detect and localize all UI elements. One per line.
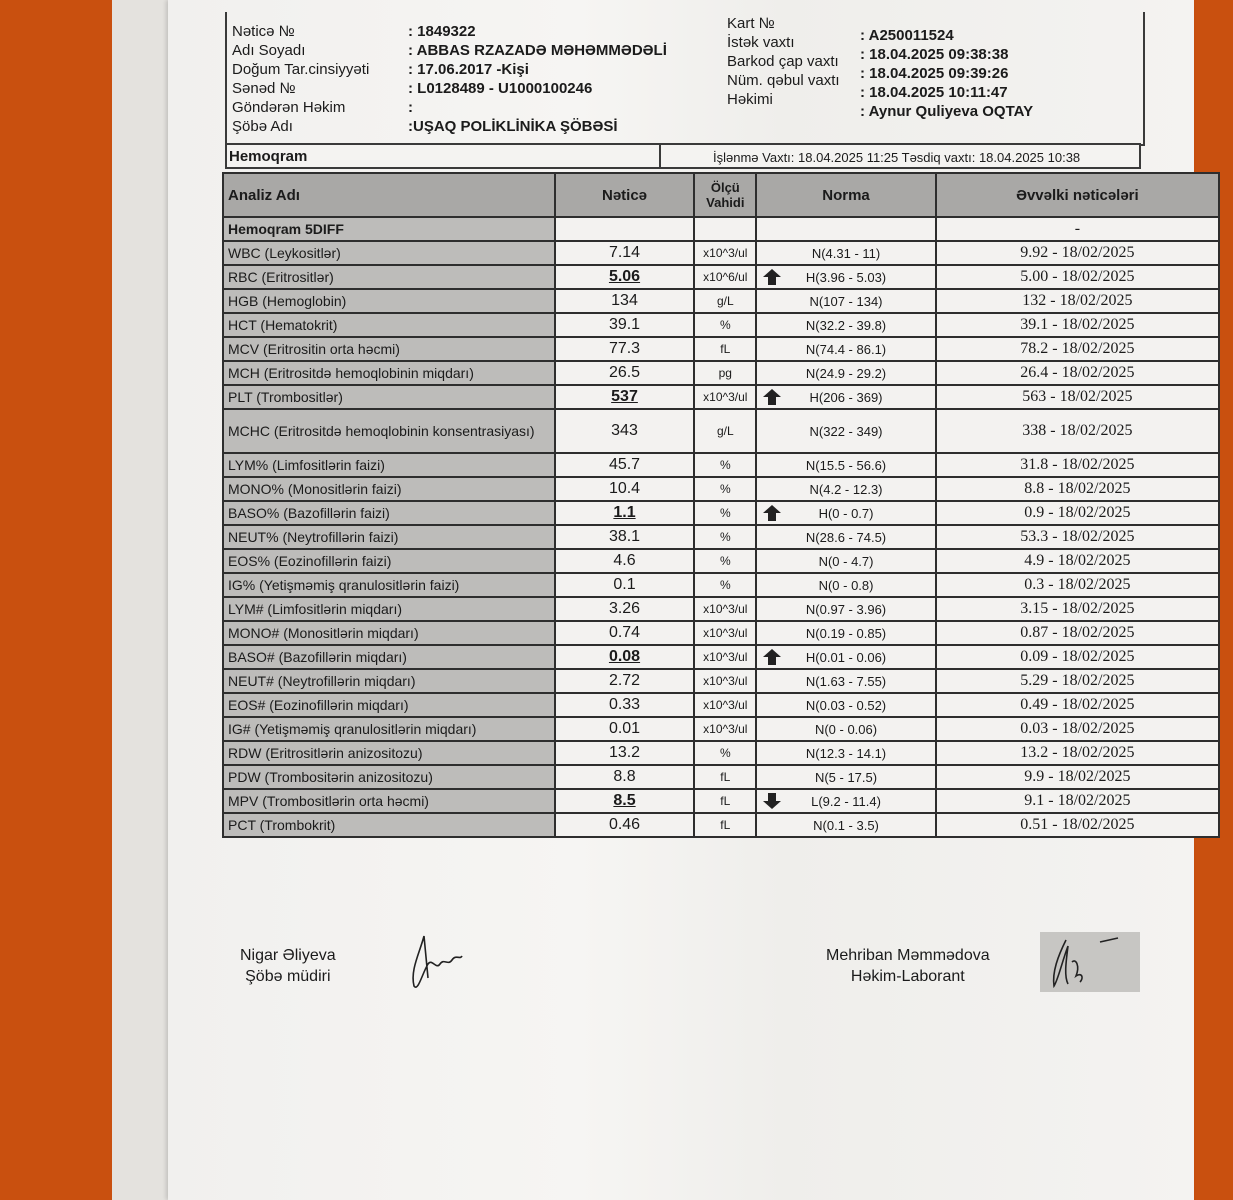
birth-sex-value: : 17.06.2017 -Kişi [408, 61, 529, 78]
analyte-name: PLT (Trombositlər) [223, 385, 555, 409]
arrow-up-icon [763, 389, 781, 405]
norm-text: L(9.2 - 11.4) [811, 793, 881, 809]
norm-range [756, 289, 935, 313]
norm-text: N(0.03 - 0.52) [805, 697, 887, 713]
unit-value: % [694, 477, 756, 501]
unit-value: x10^3/ul [694, 385, 756, 409]
document-no-value: : L0128489 - U1000100246 [408, 80, 593, 97]
document-no-label: Sənəd № [232, 80, 296, 97]
analyte-name: HGB (Hemoglobin) [223, 289, 555, 313]
unit-value: % [694, 573, 756, 597]
unit-value: g/L [694, 409, 756, 453]
previous-result: 9.92 - 18/02/2025 [936, 241, 1219, 265]
previous-result: 338 - 18/02/2025 [936, 409, 1219, 453]
previous-result: 39.1 - 18/02/2025 [936, 313, 1219, 337]
table-row [223, 621, 1219, 645]
sample-time-label: Nüm. qəbul vaxtı [727, 72, 840, 89]
analyte-name: MONO% (Monositlərin faizi) [223, 477, 555, 501]
table-row [223, 789, 1219, 813]
sample-time-value: : 18.04.2025 10:11:47 [860, 84, 1008, 101]
norm-range [756, 265, 935, 289]
doctor-label: Həkimi [727, 91, 773, 108]
analyte-name: MPV (Trombositlərin orta həcmi) [223, 789, 555, 813]
norm-text: N(0.19 - 0.85) [805, 625, 887, 641]
norm-range [756, 361, 935, 385]
unit-value: fL [694, 765, 756, 789]
result-no-value: : 1849322 [408, 23, 476, 40]
table-row [223, 549, 1219, 573]
norm-range [756, 477, 935, 501]
signature-block-head [240, 945, 336, 987]
norm-text: N(0.1 - 3.5) [813, 817, 879, 833]
unit-value: % [694, 549, 756, 573]
request-time-label: İstək vaxtı [727, 34, 795, 51]
result-value: 13.2 [555, 741, 695, 765]
table-row [223, 409, 1219, 453]
result-value: 0.74 [555, 621, 695, 645]
norm-range [756, 717, 935, 741]
patient-info-labels [232, 22, 369, 136]
norm-range [756, 337, 935, 361]
unit-value: % [694, 453, 756, 477]
norm-text: N(4.31 - 11) [811, 245, 881, 261]
norm-text: N(4.2 - 12.3) [809, 481, 883, 497]
head-role: Şöbə müdiri [245, 968, 331, 985]
norm-range [756, 789, 935, 813]
previous-result: 0.03 - 18/02/2025 [936, 717, 1219, 741]
table-row [223, 453, 1219, 477]
norm-range [756, 669, 935, 693]
norm-text: N(15.5 - 56.6) [805, 457, 887, 473]
table-row [223, 525, 1219, 549]
unit-value: % [694, 525, 756, 549]
arrow-up-icon [763, 269, 781, 285]
request-info-values [860, 26, 1033, 121]
barcode-time-label: Barkod çap vaxtı [727, 53, 839, 70]
analyte-name: MCH (Eritrositdə hemoqlobinin miqdarı) [223, 361, 555, 385]
result-value: 537 [555, 385, 695, 409]
table-row [223, 501, 1219, 525]
column-header-name: Analiz Adı [223, 173, 555, 217]
analyte-name: NEUT% (Neytrofillərin faizi) [223, 525, 555, 549]
analyte-name: LYM# (Limfositlərin miqdarı) [223, 597, 555, 621]
table-row [223, 573, 1219, 597]
previous-result: 0.87 - 18/02/2025 [936, 621, 1219, 645]
section-title-row [225, 143, 1141, 169]
norm-text: N(0 - 4.7) [818, 553, 874, 569]
result-value: 0.01 [555, 717, 695, 741]
column-header-previous: Əvvəlki nəticələri [936, 173, 1219, 217]
referring-doctor-value: : [408, 99, 413, 116]
section-title: Hemoqram [229, 148, 308, 165]
previous-result: 78.2 - 18/02/2025 [936, 337, 1219, 361]
unit-value: x10^3/ul [694, 693, 756, 717]
result-value: 7.14 [555, 241, 695, 265]
norm-range [756, 501, 935, 525]
norm-range [756, 409, 935, 453]
analyte-name: PDW (Trombositərin anizositozu) [223, 765, 555, 789]
signature-lab-image [1044, 932, 1140, 992]
column-header-norm: Norma [756, 173, 935, 217]
norm-text: N(107 - 134) [809, 293, 883, 309]
previous-result: 9.1 - 18/02/2025 [936, 789, 1219, 813]
analyte-name: MONO# (Monositlərin miqdarı) [223, 621, 555, 645]
unit-value: fL [694, 813, 756, 837]
norm-text: N(1.63 - 7.55) [805, 673, 887, 689]
signature-head-image [402, 930, 472, 994]
analyte-name: EOS% (Eozinofillərin faizi) [223, 549, 555, 573]
department-value: :UŞAQ POLİKLİNİKA ŞÖBƏSİ [408, 118, 618, 135]
norm-range [756, 765, 935, 789]
norm-text: N(12.3 - 14.1) [805, 745, 887, 761]
analyte-name: MCV (Eritrositin orta həcmi) [223, 337, 555, 361]
result-value: 4.6 [555, 549, 695, 573]
birth-sex-label: Doğum Tar.cinsiyyəti [232, 61, 370, 78]
norm-text: N(0.97 - 3.96) [805, 601, 887, 617]
previous-result: 3.15 - 18/02/2025 [936, 597, 1219, 621]
norm-text: H(0.01 - 0.06) [805, 649, 887, 665]
unit-value: % [694, 741, 756, 765]
unit-value: x10^3/ul [694, 645, 756, 669]
referring-doctor-label: Göndərən Həkim [232, 99, 346, 116]
table-row [223, 361, 1219, 385]
norm-text: N(32.2 - 39.8) [805, 317, 887, 333]
unit-value: x10^3/ul [694, 597, 756, 621]
result-value: 1.1 [555, 501, 695, 525]
result-value: 0.33 [555, 693, 695, 717]
result-value: 0.08 [555, 645, 695, 669]
norm-text: N(28.6 - 74.5) [805, 529, 887, 545]
table-row [223, 385, 1219, 409]
lab-role: Həkim-Laborant [850, 968, 965, 985]
unit-value: % [694, 501, 756, 525]
result-value: 77.3 [555, 337, 695, 361]
unit-value: x10^3/ul [694, 717, 756, 741]
previous-result: 5.00 - 18/02/2025 [936, 265, 1219, 289]
norm-range [756, 573, 935, 597]
result-value: 8.8 [555, 765, 695, 789]
processing-times: İşlənmə Vaxtı: 18.04.2025 11:25 Təsdiq vaxtı: 18.04.2025 10:38 [713, 150, 1081, 165]
full-name-value: : ABBAS RZAZADƏ MƏHƏMMƏDƏLİ [408, 42, 667, 59]
patient-info-values [408, 22, 667, 136]
table-row [223, 337, 1219, 361]
result-value: 8.5 [555, 789, 695, 813]
norm-text: H(206 - 369) [809, 389, 883, 405]
previous-result: 8.8 - 18/02/2025 [936, 477, 1219, 501]
previous-result: 0.9 - 18/02/2025 [936, 501, 1219, 525]
analyte-name: RDW (Eritrositlərin anizositozu) [223, 741, 555, 765]
previous-result: 132 - 18/02/2025 [936, 289, 1219, 313]
table-row [223, 477, 1219, 501]
analyte-name: WBC (Leykositlər) [223, 241, 555, 265]
group-row [223, 217, 1219, 241]
unit-value: % [694, 313, 756, 337]
previous-result: 0.49 - 18/02/2025 [936, 693, 1219, 717]
previous-result: 31.8 - 18/02/2025 [936, 453, 1219, 477]
norm-range [756, 525, 935, 549]
group-name: Hemoqram 5DIFF [223, 217, 555, 241]
analyte-name: LYM% (Limfositlərin faizi) [223, 453, 555, 477]
norm-range [756, 597, 935, 621]
analyte-name: RBC (Eritrositlər) [223, 265, 555, 289]
norm-range [756, 549, 935, 573]
card-no-label: Kart № [727, 15, 775, 32]
column-header-unit [694, 173, 756, 217]
analyte-name: PCT (Trombokrit) [223, 813, 555, 837]
result-value: 5.06 [555, 265, 695, 289]
analyte-name: BASO% (Bazofillərin faizi) [223, 501, 555, 525]
result-value: 39.1 [555, 313, 695, 337]
analyte-name: IG% (Yetişməmiş qranulositlərin faizi) [223, 573, 555, 597]
result-value: 26.5 [555, 361, 695, 385]
norm-text: H(3.96 - 5.03) [805, 269, 887, 285]
previous-result: 13.2 - 18/02/2025 [936, 741, 1219, 765]
unit-value: x10^3/ul [694, 241, 756, 265]
table-row [223, 289, 1219, 313]
norm-text: N(24.9 - 29.2) [805, 365, 887, 381]
result-value: 10.4 [555, 477, 695, 501]
result-value: 45.7 [555, 453, 695, 477]
norm-range [756, 813, 935, 837]
norm-range [756, 241, 935, 265]
table-row [223, 645, 1219, 669]
results-table [222, 172, 1220, 838]
column-header-result: Nəticə [555, 173, 695, 217]
result-value: 134 [555, 289, 695, 313]
request-time-value: : 18.04.2025 09:38:38 [860, 46, 1009, 63]
norm-text: N(0 - 0.8) [818, 577, 874, 593]
arrow-up-icon [763, 649, 781, 665]
table-row [223, 313, 1219, 337]
department-label: Şöbə Adı [232, 118, 293, 135]
group-previous: - [936, 217, 1219, 241]
barcode-time-value: : 18.04.2025 09:39:26 [860, 65, 1009, 82]
norm-range [756, 741, 935, 765]
card-no-value: : A250011524 [860, 27, 954, 44]
previous-result: 4.9 - 18/02/2025 [936, 549, 1219, 573]
result-value: 38.1 [555, 525, 695, 549]
previous-result: 0.3 - 18/02/2025 [936, 573, 1219, 597]
norm-range [756, 385, 935, 409]
unit-value: fL [694, 789, 756, 813]
table-row [223, 813, 1219, 837]
table-row [223, 597, 1219, 621]
request-info-labels [727, 14, 840, 109]
unit-value: fL [694, 337, 756, 361]
group-result [555, 217, 695, 241]
result-value: 0.46 [555, 813, 695, 837]
previous-result: 0.51 - 18/02/2025 [936, 813, 1219, 837]
analyte-name: MCHC (Eritrositdə hemoqlobinin konsentrasiyası) [223, 409, 555, 453]
result-value: 2.72 [555, 669, 695, 693]
unit-value: x10^6/ul [694, 265, 756, 289]
analyte-name: EOS# (Eozinofillərin miqdarı) [223, 693, 555, 717]
norm-text: N(74.4 - 86.1) [805, 341, 887, 357]
norm-text: N(322 - 349) [809, 423, 883, 439]
unit-value: pg [694, 361, 756, 385]
table-row [223, 765, 1219, 789]
group-norm [756, 217, 935, 241]
previous-result: 563 - 18/02/2025 [936, 385, 1219, 409]
lab-name: Mehriban Məmmədova [826, 947, 990, 964]
previous-result: 9.9 - 18/02/2025 [936, 765, 1219, 789]
result-no-label: Nəticə № [232, 23, 295, 40]
arrow-down-icon [763, 793, 781, 809]
head-name: Nigar Əliyeva [240, 947, 336, 964]
full-name-label: Adı Soyadı [232, 42, 306, 59]
previous-result: 53.3 - 18/02/2025 [936, 525, 1219, 549]
unit-value: x10^3/ul [694, 669, 756, 693]
norm-range [756, 313, 935, 337]
signature-block-lab [826, 945, 990, 987]
norm-range [756, 645, 935, 669]
analyte-name: NEUT# (Neytrofillərin miqdarı) [223, 669, 555, 693]
doctor-value: : Aynur Quliyeva OQTAY [860, 103, 1034, 120]
unit-value: g/L [694, 289, 756, 313]
norm-text: H(0 - 0.7) [818, 505, 874, 521]
table-row [223, 717, 1219, 741]
table-row [223, 669, 1219, 693]
result-value: 343 [555, 409, 695, 453]
result-value: 3.26 [555, 597, 695, 621]
norm-range [756, 453, 935, 477]
norm-text: N(0 - 0.06) [814, 721, 878, 737]
unit-value: x10^3/ul [694, 621, 756, 645]
norm-range [756, 693, 935, 717]
analyte-name: IG# (Yetişməmiş qranulositlərin miqdarı) [223, 717, 555, 741]
previous-result: 0.09 - 18/02/2025 [936, 645, 1219, 669]
table-row [223, 693, 1219, 717]
previous-result: 5.29 - 18/02/2025 [936, 669, 1219, 693]
unit-header-line1: Ölçü [710, 180, 740, 195]
previous-result: 26.4 - 18/02/2025 [936, 361, 1219, 385]
table-header-row [223, 173, 1219, 217]
arrow-up-icon [763, 505, 781, 521]
table-row [223, 265, 1219, 289]
norm-text: N(5 - 17.5) [814, 769, 878, 785]
norm-range [756, 621, 935, 645]
divider [659, 145, 661, 169]
analyte-name: HCT (Hematokrit) [223, 313, 555, 337]
table-row [223, 741, 1219, 765]
unit-header-line2: Vahidi [706, 195, 745, 210]
group-unit [694, 217, 756, 241]
table-row [223, 241, 1219, 265]
result-value: 0.1 [555, 573, 695, 597]
analyte-name: BASO# (Bazofillərin miqdarı) [223, 645, 555, 669]
